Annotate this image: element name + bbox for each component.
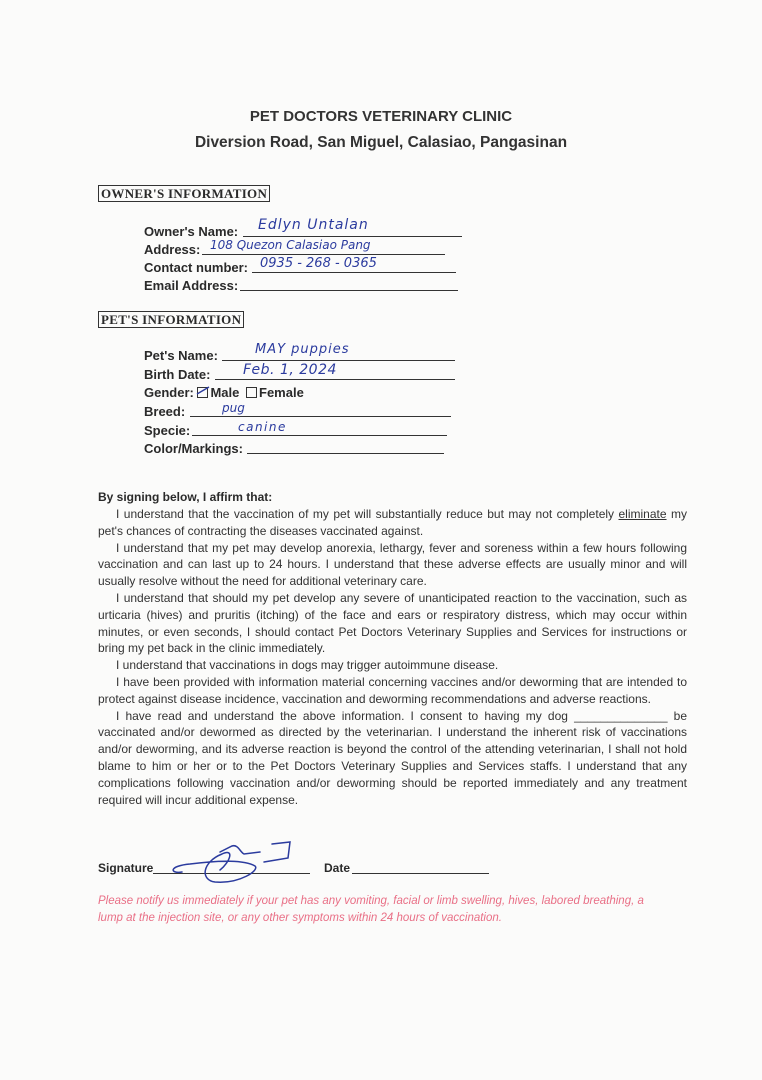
owner-name-label: Owner's Name: (144, 224, 239, 239)
owner-address-label: Address: (144, 242, 201, 257)
pet-birth-label: Birth Date: (144, 367, 211, 382)
affirm-p4: I understand that vaccinations in dogs may trigger autoimmune disease. (116, 658, 499, 673)
pet-color-label: Color/Markings: (144, 441, 243, 456)
pet-breed-label: Breed: (144, 404, 186, 419)
female-label: Female (259, 385, 304, 400)
pet-breed-line (190, 416, 451, 417)
pet-name-label: Pet's Name: (144, 348, 218, 363)
affirm-p6: I have read and understand the above information. I consent to having my dog ______________ be vaccinated and/or dewormed as directed by the veterinarian. I understand the inherent risk of vaccinations and/or deworming, and its adverse reaction is beyond the control of the attending veterinarian, I shall not hold blame to him or her or to the Pet Doctors Veterinary Supplies and Services staffs. I understand that any complications following vaccination and/or deworming should be reported immediately and any treatment required will incur additional expense. (98, 708, 687, 807)
signature-label: Signature (98, 861, 154, 875)
pet-specie-label: Specie: (144, 423, 191, 438)
date-label: Date (324, 861, 351, 875)
owner-email-label: Email Address: (144, 278, 239, 293)
signature-scribble-icon (160, 840, 300, 886)
clinic-name: PET DOCTORS VETERINARY CLINIC (249, 108, 513, 125)
check-mark-icon (196, 385, 210, 397)
affirm-body (98, 506, 687, 808)
pet-breed-field[interactable]: pug (222, 401, 245, 415)
pet-name-line (222, 360, 455, 361)
pet-name-field[interactable]: MAY puppies (255, 342, 350, 357)
date-line[interactable] (352, 873, 489, 874)
owner-section-title: OWNER'S INFORMATION (98, 185, 270, 202)
affirm-heading: By signing below, I affirm that: (98, 490, 273, 504)
vaccination-notice: Please notify us immediately if your pet has any vomiting, facial or limb swelling, hives, labored breathing, a lump at the injection site, or any other symptoms within 24 hours of vaccination. (98, 895, 644, 924)
affirm-p1-text-end: my pet's chances of contracting the diseases vaccinated against. (98, 507, 687, 538)
owner-name-field[interactable]: Edlyn Untalan (258, 217, 369, 233)
pet-specie-field[interactable]: canine (238, 420, 287, 434)
pet-specie-line (192, 435, 447, 436)
affirm-p1-text: I understand that the vaccination of my pet will substantially reduce but may not completely (116, 507, 619, 521)
male-label: Male (210, 385, 240, 400)
affirm-p3: I understand that should my pet develop any severe of unanticipated reaction to the vaccination, such as urticaria (hives) and pruritis (itching) of the face and ears or respiratory distress, which may occur within minutes, or even seconds, I should contact Pet Doctors Veterinary Supplies and Services for instructions or bring my pet back in the clinic immediately. (98, 590, 687, 656)
owner-contact-line (252, 272, 456, 273)
owner-address-field[interactable]: 108 Quezon Calasiao Pang (210, 238, 371, 252)
pet-gender-row (144, 385, 304, 401)
affirm-p5: I have been provided with information material concerning vaccines and/or deworming that are intended to protect against disease incidence, vaccination and deworming recommendations and adverse reactions. (98, 674, 687, 706)
pet-gender-label: Gender: (144, 385, 194, 400)
affirm-p1 (98, 506, 687, 540)
pet-color-line (247, 453, 444, 454)
pet-section-title: PET'S INFORMATION (98, 311, 244, 328)
pet-birth-line (215, 379, 455, 380)
female-checkbox[interactable] (246, 387, 257, 398)
owner-email-line (240, 290, 458, 291)
owner-contact-field[interactable]: 0935 - 268 - 0365 (260, 256, 377, 271)
male-checkbox[interactable] (197, 387, 208, 398)
owner-contact-label: Contact number: (144, 260, 248, 275)
pet-birth-field[interactable]: Feb. 1, 2024 (243, 362, 337, 378)
clinic-address: Diversion Road, San Miguel, Calasiao, Pangasinan (194, 134, 568, 151)
affirm-p1-underlined: eliminate (618, 507, 667, 521)
affirm-p2: I understand that my pet may develop anorexia, lethargy, fever and soreness within a few hours following vaccination and can last up to 24 hours. I understand that these adverse effects are usually minor and will usually resolve without the need for additional veterinary care. (98, 540, 687, 589)
owner-address-line (202, 254, 445, 255)
